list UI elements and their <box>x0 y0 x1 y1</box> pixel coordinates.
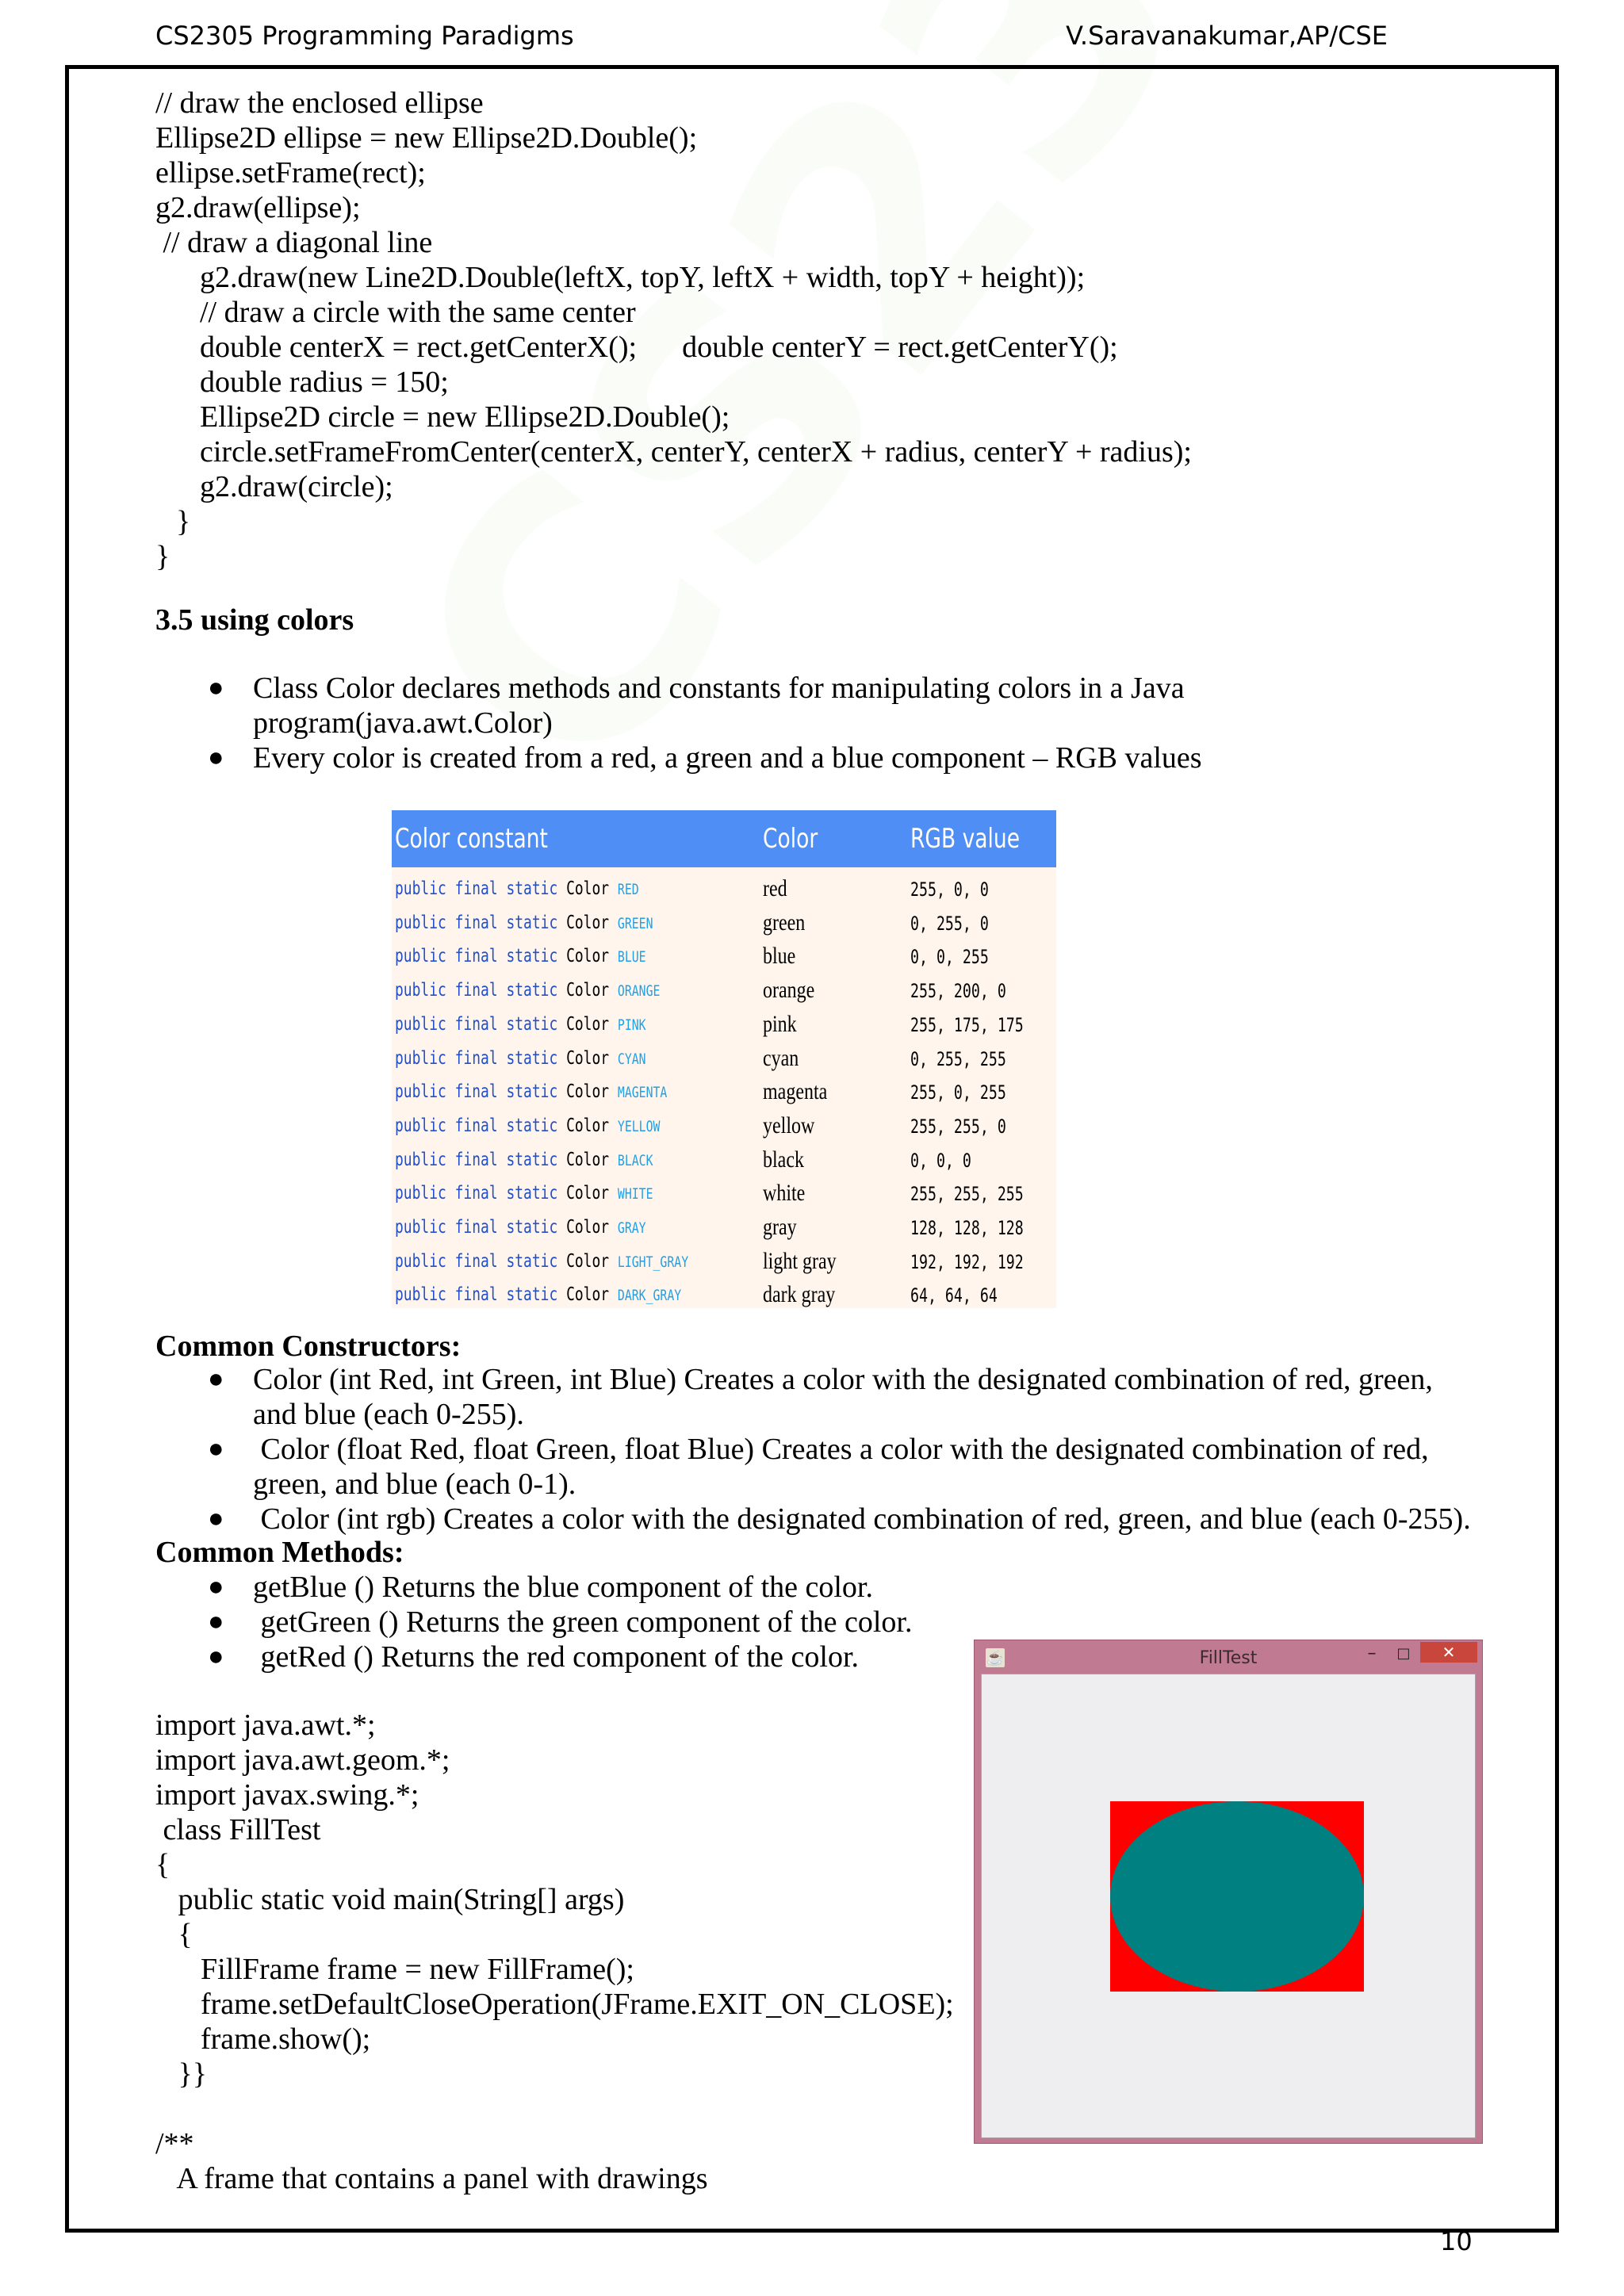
cell-rgb: 255, 0, 0 <box>910 878 989 901</box>
cell-rgb: 255, 200, 0 <box>910 980 1006 1003</box>
table-row <box>392 1111 1056 1145</box>
cell-color-constant <box>395 1251 688 1272</box>
code-line: double centerX = rect.getCenterX(); double centerY = rect.getCenterY(); <box>200 331 1118 364</box>
cell-color-constant <box>395 1048 646 1069</box>
code-line: public static void main(String[] args) <box>155 1883 625 1916</box>
constant-name: CYAN <box>617 1050 646 1068</box>
bullet-text: Color (float Red, float Green, float Blue) Creates a color with the designated combination of red, green, and blue (each 0-1). <box>253 1433 1429 1501</box>
keyword: static <box>506 1217 558 1238</box>
class-name: Color <box>566 878 610 899</box>
keyword: final <box>454 1250 498 1272</box>
keyword: public <box>395 980 446 1001</box>
cell-color-constant <box>395 878 639 899</box>
keyword: static <box>506 1284 558 1306</box>
class-name: Color <box>566 1149 610 1170</box>
cell-color: orange <box>763 977 815 1004</box>
constant-name: GRAY <box>617 1219 646 1237</box>
bullet-dot: ● <box>208 1642 224 1671</box>
keyword: static <box>506 946 558 967</box>
window-title: FillTest <box>1199 1648 1258 1668</box>
code-line: circle.setFrameFromCenter(centerX, centerY, centerX + radius, centerY + radius); <box>200 435 1192 469</box>
cell-color: light gray <box>763 1247 837 1274</box>
class-name: Color <box>566 1013 610 1035</box>
keyword: final <box>454 1047 498 1069</box>
constant-name: LIGHT_GRAY <box>617 1253 689 1271</box>
constant-name: BLACK <box>617 1151 653 1169</box>
keyword: static <box>506 1115 558 1136</box>
cell-color: gray <box>763 1214 797 1240</box>
cell-color: white <box>763 1180 806 1207</box>
table-header <box>392 810 1056 867</box>
bullet-dot: ● <box>208 673 224 702</box>
cell-rgb: 0, 255, 0 <box>910 912 989 935</box>
code-line: { <box>155 1918 193 1951</box>
code-line: class FillTest <box>155 1813 321 1846</box>
keyword: final <box>454 1081 498 1103</box>
header-course: CS2305 Programming Paradigms <box>155 21 574 51</box>
cell-color: black <box>763 1146 804 1173</box>
cell-color-constant <box>395 1115 660 1136</box>
cell-rgb: 255, 0, 255 <box>910 1081 1006 1104</box>
constant-name: GREEN <box>617 914 653 932</box>
code-line: // draw a circle with the same center <box>200 296 636 329</box>
header-author: V.Saravanakumar,AP/CSE <box>1066 21 1388 51</box>
header-color: Color <box>763 823 818 855</box>
cell-color-constant <box>395 1150 653 1170</box>
java-icon[interactable]: ☕ <box>986 1650 1005 1666</box>
class-name: Color <box>566 980 610 1001</box>
code-line: FillFrame frame = new FillFrame(); <box>155 1953 634 1986</box>
table-row <box>392 1178 1056 1212</box>
code-line: import javax.swing.*; <box>155 1778 419 1812</box>
code-line: double radius = 150; <box>200 365 449 399</box>
class-name: Color <box>566 1081 610 1103</box>
cell-color: yellow <box>763 1112 815 1138</box>
cell-rgb: 0, 0, 0 <box>910 1149 971 1172</box>
code-line: ellipse.setFrame(rect); <box>155 156 426 189</box>
constant-name: RED <box>617 881 639 898</box>
keyword: static <box>506 1013 558 1035</box>
maximize-button[interactable]: □ <box>1396 1645 1411 1662</box>
bullet-text: getRed () Returns the red component of the color. <box>253 1640 860 1674</box>
cell-color: dark gray <box>763 1281 836 1308</box>
keyword: final <box>454 1183 498 1204</box>
keyword: static <box>506 912 558 933</box>
class-name: Color <box>566 1183 610 1204</box>
color-constants-table <box>392 810 1056 1308</box>
cell-rgb: 128, 128, 128 <box>910 1217 1024 1239</box>
keyword: public <box>395 1013 446 1035</box>
keyword: final <box>454 878 498 899</box>
cell-color-constant <box>395 1217 646 1238</box>
keyword: public <box>395 912 446 933</box>
table-row <box>392 975 1056 1009</box>
cell-color: blue <box>763 943 796 970</box>
table-row <box>392 1280 1056 1314</box>
window-client-area <box>981 1674 1476 2138</box>
table-row <box>392 1246 1056 1280</box>
table-row <box>392 1145 1056 1179</box>
keyword: final <box>454 1217 498 1238</box>
cell-color: green <box>763 909 806 936</box>
keyword: static <box>506 1149 558 1170</box>
class-name: Color <box>566 1047 610 1069</box>
code-line: frame.show(); <box>155 2022 371 2056</box>
keyword: public <box>395 1250 446 1272</box>
code-line: A frame that contains a panel with drawings <box>155 2162 708 2195</box>
page-number: 10 <box>1440 2226 1473 2256</box>
code-line: g2.draw(new Line2D.Double(leftX, topY, leftX + width, topY + height)); <box>200 261 1086 294</box>
drawing-canvas <box>982 1674 1475 2137</box>
class-name: Color <box>566 946 610 967</box>
keyword: final <box>454 946 498 967</box>
code-line: g2.draw(ellipse); <box>155 191 361 224</box>
bullet-dot: ● <box>208 1607 224 1636</box>
code-line: }} <box>155 2057 207 2091</box>
keyword: final <box>454 980 498 1001</box>
bullet-dot: ● <box>208 1364 224 1394</box>
bullet-text: Class Color declares methods and constants for manipulating colors in a Java program(java.awt.Color) <box>253 672 1185 740</box>
cell-color-constant <box>395 946 646 966</box>
cell-color: magenta <box>763 1078 828 1105</box>
bullet-text: Color (int Red, int Green, int Blue) Creates a color with the designated combination of red, green, and blue (each 0-255). <box>253 1363 1433 1431</box>
keyword: public <box>395 1081 446 1103</box>
code-line: /** <box>155 2127 194 2160</box>
table-row <box>392 908 1056 942</box>
header-color-constant: Color constant <box>395 823 548 855</box>
constructors-heading: Common Constructors: <box>155 1330 462 1363</box>
cell-rgb: 64, 64, 64 <box>910 1284 998 1307</box>
class-name: Color <box>566 1115 610 1136</box>
code-line: frame.setDefaultCloseOperation(JFrame.EXIT_ON_CLOSE); <box>155 1988 954 2021</box>
cell-rgb: 255, 255, 0 <box>910 1115 1006 1138</box>
class-name: Color <box>566 1284 610 1306</box>
keyword: static <box>506 980 558 1001</box>
bullet-text: Color (int rgb) Creates a color with the designated combination of red, green, and blue (each 0-255). <box>253 1502 1471 1536</box>
code-line: import java.awt.*; <box>155 1709 376 1742</box>
constant-name: YELLOW <box>617 1117 661 1135</box>
cell-color-constant <box>395 1014 646 1035</box>
header-rgb-value: RGB value <box>910 823 1021 855</box>
constant-name: DARK_GRAY <box>617 1287 682 1305</box>
code-line: Ellipse2D circle = new Ellipse2D.Double(); <box>200 400 730 434</box>
keyword: final <box>454 1115 498 1136</box>
code-line: } <box>155 540 170 573</box>
bullet-text: getGreen () Returns the green component of the color. <box>253 1605 913 1639</box>
methods-heading: Common Methods: <box>155 1536 404 1569</box>
code-line: { <box>155 1848 170 1881</box>
constant-name: MAGENTA <box>617 1084 668 1102</box>
keyword: public <box>395 1217 446 1238</box>
keyword: public <box>395 1115 446 1136</box>
class-name: Color <box>566 912 610 933</box>
cell-color-constant <box>395 1081 667 1102</box>
keyword: final <box>454 1149 498 1170</box>
keyword: public <box>395 1284 446 1306</box>
bullet-text: getBlue () Returns the blue component of the color. <box>253 1571 873 1604</box>
table-row <box>392 1212 1056 1246</box>
constant-name: BLUE <box>617 948 646 966</box>
bullet-dot: ● <box>208 1504 224 1533</box>
keyword: public <box>395 1183 446 1204</box>
keyword: public <box>395 1047 446 1069</box>
table-row <box>392 1009 1056 1043</box>
keyword: public <box>395 878 446 899</box>
table-row <box>392 874 1056 908</box>
cell-rgb: 0, 255, 255 <box>910 1047 1006 1070</box>
filled-ellipse <box>1110 1801 1364 1992</box>
cell-color-constant <box>395 913 653 933</box>
table-row <box>392 1043 1056 1077</box>
code-line: // draw the enclosed ellipse <box>155 86 484 120</box>
window-titlebar[interactable] <box>975 1640 1482 1675</box>
table-row <box>392 1077 1056 1111</box>
class-name: Color <box>566 1250 610 1272</box>
constant-name: WHITE <box>617 1185 653 1203</box>
bullet-dot: ● <box>208 743 224 772</box>
keyword: final <box>454 912 498 933</box>
constant-name: ORANGE <box>617 982 661 1001</box>
cell-color-constant <box>395 1183 653 1203</box>
cell-rgb: 255, 175, 175 <box>910 1013 1024 1036</box>
cell-color-constant <box>395 1284 681 1305</box>
cell-rgb: 192, 192, 192 <box>910 1250 1024 1273</box>
constant-name: PINK <box>617 1016 646 1034</box>
minimize-button[interactable]: – <box>1367 1644 1377 1663</box>
keyword: static <box>506 1047 558 1069</box>
keyword: static <box>506 1183 558 1204</box>
cell-color: cyan <box>763 1044 799 1071</box>
code-line: // draw a diagonal line <box>155 226 433 259</box>
code-line: import java.awt.geom.*; <box>155 1743 450 1777</box>
keyword: static <box>506 1081 558 1103</box>
keyword: static <box>506 1250 558 1272</box>
cell-rgb: 255, 255, 255 <box>910 1183 1024 1206</box>
cell-color: pink <box>763 1010 797 1037</box>
keyword: final <box>454 1013 498 1035</box>
keyword: static <box>506 878 558 899</box>
keyword: public <box>395 946 446 967</box>
class-name: Color <box>566 1217 610 1238</box>
cell-rgb: 0, 0, 255 <box>910 946 989 969</box>
bullet-text: Every color is created from a red, a green and a blue component – RGB values <box>253 741 1202 775</box>
keyword: public <box>395 1149 446 1170</box>
close-button[interactable]: ✕ <box>1420 1642 1477 1663</box>
code-line: g2.draw(circle); <box>200 470 393 503</box>
bullet-dot: ● <box>208 1434 224 1464</box>
cell-color-constant <box>395 980 660 1001</box>
section-heading: 3.5 using colors <box>155 603 354 637</box>
bullet-dot: ● <box>208 1572 224 1601</box>
code-line: Ellipse2D ellipse = new Ellipse2D.Double(); <box>155 121 698 155</box>
filltest-window[interactable] <box>974 1640 1483 2144</box>
table-row <box>392 941 1056 975</box>
code-line: } <box>176 505 191 538</box>
cell-color: red <box>763 875 787 901</box>
keyword: final <box>454 1284 498 1306</box>
